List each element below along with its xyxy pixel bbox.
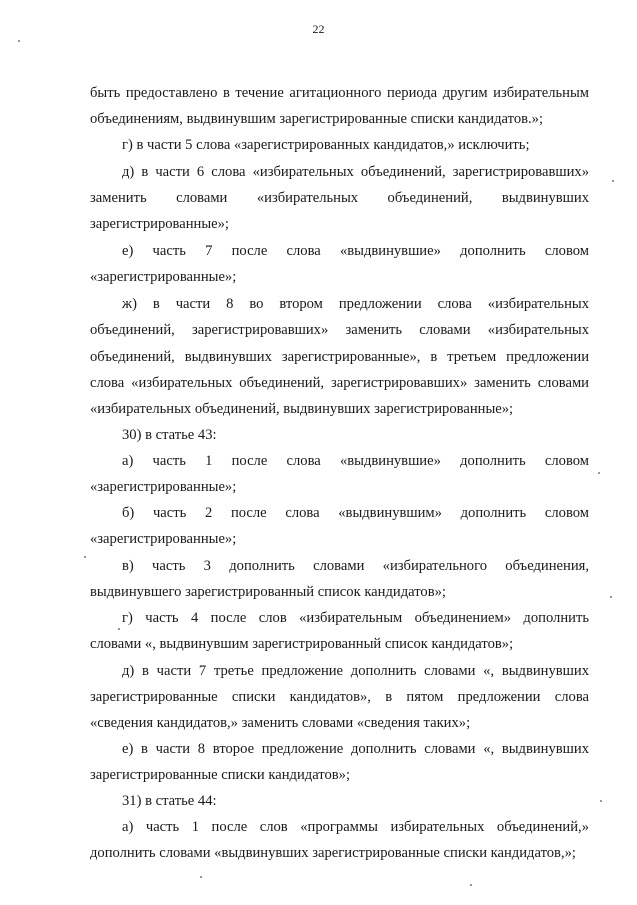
text-line: г) часть 4 после слов «избирательным объединением» дополнить xyxy=(122,610,589,626)
text-line: б) часть 2 после слова «выдвинувшим» дополнить словом xyxy=(122,505,589,521)
text-line: д) в части 6 слова «избирательных объединений, зарегистрировавших» xyxy=(122,164,589,180)
text-line: «зарегистрированные»; xyxy=(90,479,237,495)
text-line: объединениям, выдвинувшим зарегистрированные списки кандидатов.»; xyxy=(90,111,544,127)
text-line: «зарегистрированные»; xyxy=(90,269,237,285)
scan-speck xyxy=(600,800,602,802)
scan-speck xyxy=(470,884,472,886)
scan-speck xyxy=(18,40,20,42)
scan-speck xyxy=(84,556,86,558)
text-line: быть предоставлено в течение агитационного периода другим избирательным xyxy=(90,85,589,101)
text-line: выдвинувшего зарегистрированный список кандидатов»; xyxy=(90,584,446,600)
text-line: а) часть 1 после слова «выдвинувшие» дополнить словом xyxy=(122,453,589,469)
text-line: г) в части 5 слова «зарегистрированных кандидатов,» исключить; xyxy=(122,137,530,153)
text-line: зарегистрированные»; xyxy=(90,216,229,232)
text-line: е) часть 7 после слова «выдвинувшие» дополнить словом xyxy=(122,243,589,259)
text-line: д) в части 7 третье предложение дополнить словами «, выдвинувших xyxy=(122,663,589,679)
scan-speck xyxy=(612,180,614,182)
text-line: 30) в статье 43: xyxy=(122,427,217,443)
scan-speck xyxy=(610,596,612,598)
text-line: «зарегистрированные»; xyxy=(90,531,237,547)
text-line: в) часть 3 дополнить словами «избирательного объединения, xyxy=(122,558,589,574)
text-line: заменить словами «избирательных объединений, выдвинувших xyxy=(90,190,589,206)
text-line: объединений, зарегистрировавших» заменить словами «избирательных xyxy=(90,322,589,338)
text-line: зарегистрированные списки кандидатов»; xyxy=(90,767,351,783)
text-line: «сведения кандидатов,» заменить словами «сведения таких»; xyxy=(90,715,471,731)
scan-speck xyxy=(200,876,202,878)
text-line: зарегистрированные списки кандидатов», в пятом предложении слова xyxy=(90,689,589,705)
text-line: словами «, выдвинувшим зарегистрированный список кандидатов»; xyxy=(90,636,514,652)
scan-speck xyxy=(598,472,600,474)
text-line: объединений, выдвинувших зарегистрированные», в третьем предложении xyxy=(90,349,589,365)
text-line: слова «избирательных объединений, зарегистрировавших» заменить словами xyxy=(90,375,589,391)
scan-speck xyxy=(118,628,120,630)
text-line: а) часть 1 после слов «программы избирательных объединений,» xyxy=(122,819,589,835)
text-line: «избирательных объединений, выдвинувших зарегистрированные»; xyxy=(90,401,514,417)
text-line: дополнить словами «выдвинувших зарегистрированные списки кандидатов,»; xyxy=(90,845,576,861)
text-line: е) в части 8 второе предложение дополнить словами «, выдвинувших xyxy=(122,741,589,757)
page-number: 22 xyxy=(312,22,325,36)
text-line: 31) в статье 44: xyxy=(122,793,217,809)
text-line: ж) в части 8 во втором предложении слова «избирательных xyxy=(122,296,589,312)
